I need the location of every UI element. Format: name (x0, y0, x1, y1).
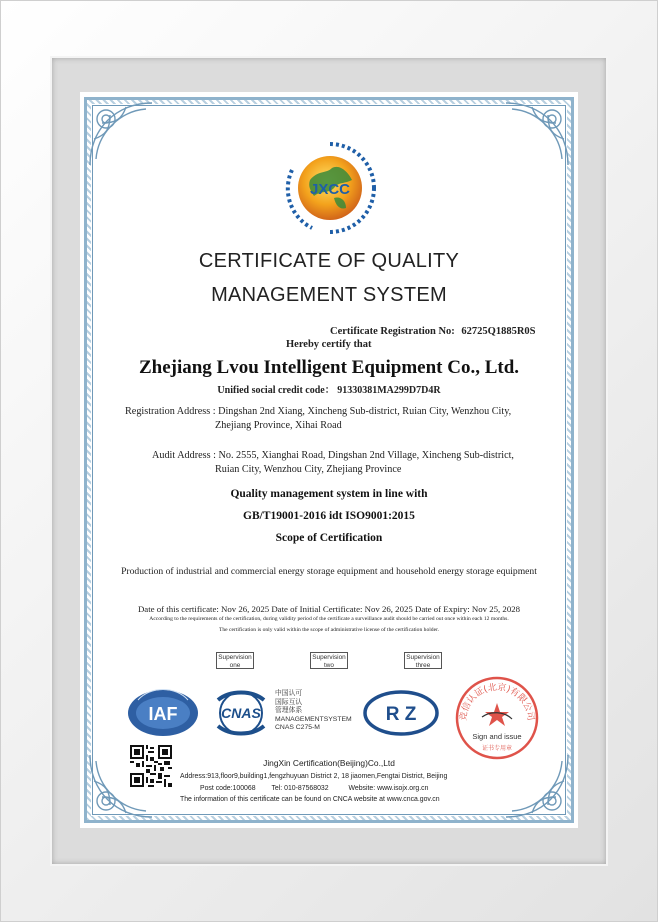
seal-stamp-icon (452, 673, 542, 763)
registration-line (330, 326, 536, 337)
footer-company: JingXin Certification(Beijing)Co.,Ltd (263, 758, 395, 768)
scope-heading: Scope of Certification (275, 532, 383, 544)
supervision-number: two (324, 661, 334, 669)
cnas-cn2: 国际互认 (275, 698, 303, 706)
title-line2: MANAGEMENT SYSTEM (211, 284, 447, 306)
iaf-mark-icon (126, 688, 200, 738)
cnas-cn1: 中国认可 (275, 690, 303, 697)
iaf-text: IAF (148, 704, 178, 724)
supervision-number: one (229, 661, 241, 669)
footer-contacts (180, 785, 428, 792)
registration-address (125, 404, 511, 419)
company-name: Zhejiang Lvou Intelligent Equipment Co., Ltd. (138, 357, 520, 378)
credit-code-value: 91330381MA299D7D4R (337, 385, 441, 396)
corner-ornament-tl (86, 99, 156, 169)
footer-postcode: Post code:100068 (200, 785, 256, 792)
supervision-box-one (216, 652, 254, 669)
cnas-description (275, 690, 352, 733)
cnas-en: MANAGEMENTSYSTEM (275, 715, 352, 723)
credit-code-label: Unified social credit code： (217, 385, 335, 396)
corner-ornament-tr (502, 99, 572, 169)
audit-address-label: Audit Address : (152, 450, 216, 461)
registration-label: Certificate Registration No: (330, 326, 455, 337)
footer-address: Address:913,floor9,building1,fengzhuyuan District 2, 18 jiaomen,Fengtai District, Beijing (180, 773, 448, 780)
audit-address-line2: Ruian City, Wenzhou City, Zhejiang Province (215, 464, 402, 475)
certificate-dates: Date of this certificate: Nov 26, 2025 Date of Initial Certificate: Nov 26, 2025 Date of Expiry: Nov 25, 2028 (137, 604, 521, 614)
title-line1: CERTIFICATE OF QUALITY (198, 250, 460, 272)
certify-text: Hereby certify that (286, 339, 372, 350)
credit-code (80, 381, 578, 396)
cnas-mark-icon (210, 690, 272, 736)
registration-address-line1: Dingshan 2nd Xiang, Xincheng Sub-district, Ruian City, Wenzhou City, (218, 406, 512, 417)
supervision-label: Supervision (218, 654, 252, 661)
rz-mark-icon (363, 690, 439, 736)
cnas-text: CNAS (221, 705, 261, 721)
globe-logo-icon (282, 140, 378, 236)
registration-address-line2: Zhejiang Province, Xihai Road (215, 420, 342, 431)
rz-text: R Z (385, 704, 417, 725)
audit-address (152, 448, 514, 463)
audit-address-line1: No. 2555, Xianghai Road, Dingshan 2nd Village, Xincheng Sub-district, (218, 450, 514, 461)
cnas-cn3: 管理体系 (275, 707, 303, 715)
footer-tel: Tel: 010-87568032 (271, 785, 329, 792)
note-line2: The certification is only valid within the scope of administrative license of the certification holder. (218, 627, 440, 633)
supervision-label: Supervision (406, 654, 440, 661)
seal-bottom-text: 证书专用章 (481, 745, 513, 752)
standard-line2: GB/T19001-2016 idt ISO9001:2015 (243, 510, 415, 522)
cnas-number: CNAS C275-M (275, 724, 320, 732)
registration-address-label: Registration Address : (125, 406, 216, 417)
footer-info: The information of this certificate can be found on CNCA website at www.cnca.gov.cn (180, 796, 440, 803)
seal-top-text: 竞信认证(北京)有限公司 (458, 682, 536, 722)
logo-text: JXCC (309, 181, 351, 198)
seal-mid-text: Sign and issue (472, 732, 522, 741)
note-line1: According to the requirements of the certification, during validity period of the certificate a surveillance audit should be carried out once within each 12 months. (149, 616, 509, 622)
footer-website: Website: www.isojx.org.cn (348, 785, 429, 792)
supervision-box-three (404, 652, 442, 669)
standard-line1: Quality management system in line with (230, 488, 428, 500)
supervision-label: Supervision (312, 654, 346, 661)
supervision-box-two (310, 652, 348, 669)
registration-number: 62725Q1885R0S (461, 326, 536, 337)
supervision-number: three (415, 661, 431, 669)
scope-text: Production of industrial and commercial energy storage equipment and household energy storage equipment (121, 566, 537, 577)
